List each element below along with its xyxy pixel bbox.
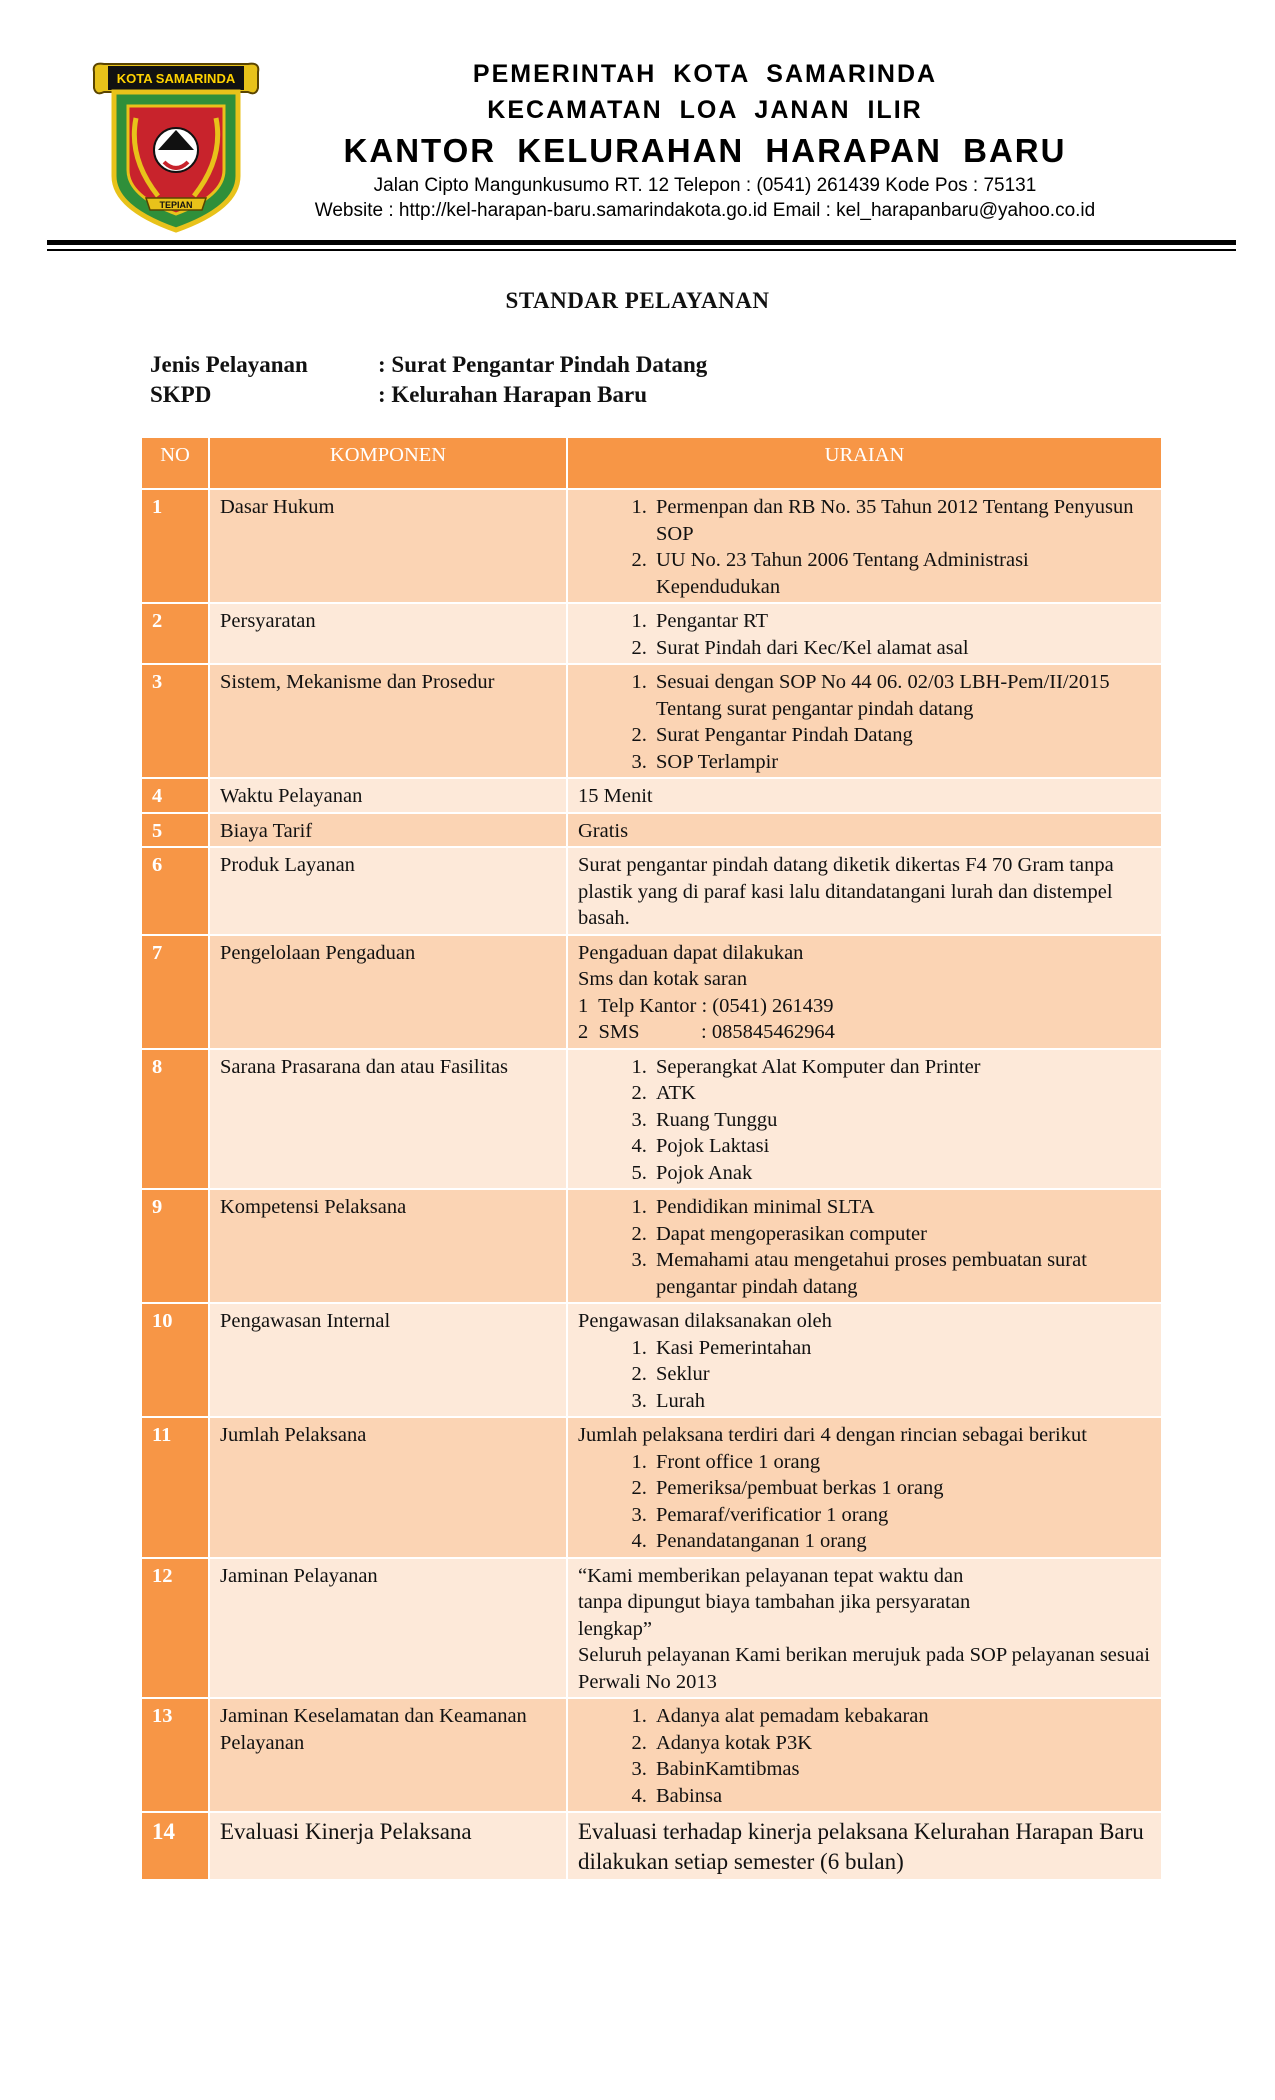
uraian-list-item: 1. Sesuai dengan SOP No 44 06. 02/03 LBH-Pem/II/2015 Tentang surat pengantar pindah datang [652, 669, 1151, 722]
uraian-list-item: 1. Front office 1 orang [652, 1449, 1151, 1476]
uraian-text: tanpa dipungut biaya tambahan jika persyaratan [578, 1591, 971, 1613]
row-number: 5 [141, 813, 209, 848]
row-uraian [567, 778, 1162, 813]
uraian-text: Pengaduan dapat dilakukan [578, 941, 804, 964]
header-uraian: URAIAN [567, 437, 1162, 489]
uraian-text: “Kami memberikan pelayanan tepat waktu dan [578, 1564, 964, 1587]
uraian-text: Jumlah pelaksana terdiri dari 4 dengan rincian sebagai berikut [578, 1424, 1087, 1446]
service-standard-table [140, 436, 1163, 1881]
uraian-list-item: 2. Dapat mengoperasikan computer [652, 1221, 1151, 1248]
letterhead-rule-thin [47, 249, 1236, 251]
uraian-text: Sms dan kotak saran [578, 968, 748, 990]
row-number: 1 [141, 489, 209, 603]
uraian-list-item: 1. Pengantar RT [652, 608, 1151, 635]
row-uraian [567, 489, 1162, 603]
uraian-list-item: 3. Ruang Tunggu [652, 1107, 1151, 1134]
row-komponen: Produk Layanan [209, 847, 567, 935]
uraian-list [578, 1194, 1151, 1300]
uraian-list [578, 669, 1151, 775]
uraian-list-item: 2. Pemeriksa/pembuat berkas 1 orang [652, 1475, 1151, 1502]
header-no: NO [141, 437, 209, 489]
row-number: 6 [141, 847, 209, 935]
row-uraian [567, 1417, 1162, 1558]
row-number: 14 [141, 1812, 209, 1880]
table-row [141, 778, 1162, 813]
emblem-text: KOTA SAMARINDA [116, 71, 236, 86]
uraian-list-item: 1. Pendidikan minimal SLTA [652, 1194, 1151, 1221]
letterhead-rule-thick [47, 240, 1236, 245]
uraian-list [578, 608, 1151, 661]
uraian-list-item: 3. BabinKamtibmas [652, 1756, 1151, 1783]
table-header-row [141, 437, 1162, 489]
row-number: 8 [141, 1049, 209, 1190]
table-row [141, 847, 1162, 935]
letterhead-office: KANTOR KELURAHAN HARAPAN BARU [343, 132, 1067, 169]
row-number: 12 [141, 1558, 209, 1699]
row-number: 2 [141, 603, 209, 664]
row-uraian [567, 1303, 1162, 1417]
table-row [141, 1303, 1162, 1417]
row-komponen: Waktu Pelayanan [209, 778, 567, 813]
uraian-list-item: 3. Memahami atau mengetahui proses pembuatan surat pengantar pindah datang [652, 1247, 1151, 1300]
row-komponen: Sistem, Mekanisme dan Prosedur [209, 664, 567, 778]
table-row [141, 1558, 1162, 1699]
skpd-value: : Kelurahan Harapan Baru [378, 382, 648, 407]
table-row [141, 1189, 1162, 1303]
service-type-row [150, 350, 707, 380]
table-row [141, 489, 1162, 603]
row-uraian [567, 1558, 1162, 1699]
uraian-list-item: 3. Pemaraf/verificatior 1 orang [652, 1502, 1151, 1529]
table-row [141, 813, 1162, 848]
table-row [141, 935, 1162, 1049]
emblem-ribbon-text: TEPIAN [159, 200, 193, 210]
uraian-text: Evaluasi terhadap kinerja pelaksana Kelurahan Harapan Baru dilakukan setiap semester (6 bulan) [578, 1819, 1150, 1874]
kota-samarinda-emblem [88, 58, 264, 234]
row-komponen: Jaminan Keselamatan dan Keamanan Pelayanan [209, 1698, 567, 1812]
row-komponen: Evaluasi Kinerja Pelaksana [209, 1812, 567, 1880]
uraian-text: 2 SMS : 085845462964 [578, 1021, 835, 1043]
uraian-text: Surat pengantar pindah datang diketik dikertas F4 70 Gram tanpa plastik yang di paraf kasi lalu ditandatangani lurah dan distempel basah. [578, 854, 1119, 929]
skpd-label: SKPD [150, 382, 212, 407]
uraian-list-item: 4. Babinsa [652, 1783, 1151, 1810]
table-row [141, 1417, 1162, 1558]
letterhead-address: Jalan Cipto Mangunkusumo RT. 12 Telepon : (0541) 261439 Kode Pos : 75131 [373, 175, 1037, 196]
row-number: 4 [141, 778, 209, 813]
row-komponen: Dasar Hukum [209, 489, 567, 603]
row-komponen: Pengawasan Internal [209, 1303, 567, 1417]
table-body [141, 489, 1162, 1880]
row-number: 9 [141, 1189, 209, 1303]
row-komponen: Jaminan Pelayanan [209, 1558, 567, 1699]
uraian-text: 1 Telp Kantor : (0541) 261439 [578, 994, 834, 1017]
row-komponen: Pengelolaan Pengaduan [209, 935, 567, 1049]
row-uraian [567, 664, 1162, 778]
uraian-list [578, 494, 1151, 600]
uraian-list-item: 2. Adanya kotak P3K [652, 1730, 1151, 1757]
service-type-value: : Surat Pengantar Pindah Datang [378, 352, 708, 377]
row-uraian [567, 1189, 1162, 1303]
uraian-text: Seluruh pelayanan Kami berikan merujuk pada SOP pelayanan sesuai Perwali No 2013 [578, 1644, 1156, 1693]
row-number: 11 [141, 1417, 209, 1558]
uraian-list-item: 4. Pojok Laktasi [652, 1133, 1151, 1160]
row-komponen: Jumlah Pelaksana [209, 1417, 567, 1558]
table-row [141, 1812, 1162, 1880]
header-komponen: KOMPONEN [209, 437, 567, 489]
uraian-list-item: 2. Seklur [652, 1361, 1151, 1388]
row-uraian [567, 1049, 1162, 1190]
uraian-list-item: 2. Surat Pengantar Pindah Datang [652, 722, 1151, 749]
uraian-text: lengkap” [578, 1617, 652, 1640]
row-komponen: Sarana Prasarana dan atau Fasilitas [209, 1049, 567, 1190]
uraian-text: 15 Menit [578, 785, 653, 807]
row-number: 13 [141, 1698, 209, 1812]
row-uraian [567, 1698, 1162, 1812]
uraian-list-item: 2. Surat Pindah dari Kec/Kel alamat asal [652, 635, 1151, 662]
service-meta [150, 350, 707, 410]
uraian-text: Gratis [578, 819, 629, 842]
row-uraian [567, 847, 1162, 935]
document-title: STANDAR PELAYANAN [505, 288, 770, 313]
letterhead-district: KECAMATAN LOA JANAN ILIR [487, 96, 923, 124]
row-number: 10 [141, 1303, 209, 1417]
row-komponen: Kompetensi Pelaksana [209, 1189, 567, 1303]
skpd-row [150, 380, 707, 410]
row-number: 7 [141, 935, 209, 1049]
uraian-list [578, 1335, 1151, 1415]
uraian-list-item: 3. SOP Terlampir [652, 749, 1151, 776]
row-komponen: Persyaratan [209, 603, 567, 664]
uraian-list [578, 1449, 1151, 1555]
table-row [141, 1049, 1162, 1190]
letterhead [240, 56, 1170, 223]
uraian-list-item: 2. ATK [652, 1080, 1151, 1107]
uraian-list-item: 3. Lurah [652, 1388, 1151, 1415]
row-uraian [567, 603, 1162, 664]
uraian-list-item: 1. Seperangkat Alat Komputer dan Printer [652, 1054, 1151, 1081]
uraian-list-item: 1. Permenpan dan RB No. 35 Tahun 2012 Tentang Penyusun SOP [652, 494, 1151, 547]
row-komponen: Biaya Tarif [209, 813, 567, 848]
uraian-list [578, 1703, 1151, 1809]
row-number: 3 [141, 664, 209, 778]
uraian-list-item: 4. Penandatanganan 1 orang [652, 1528, 1151, 1555]
letterhead-government: PEMERINTAH KOTA SAMARINDA [472, 60, 938, 88]
table-row [141, 603, 1162, 664]
uraian-list-item: 1. Adanya alat pemadam kebakaran [652, 1703, 1151, 1730]
row-uraian [567, 813, 1162, 848]
letterhead-website-email: Website : http://kel-harapan-baru.samarindakota.go.id Email : kel_harapanbaru@yahoo.co.id [314, 200, 1096, 221]
uraian-list [578, 1054, 1151, 1187]
table-row [141, 664, 1162, 778]
row-uraian [567, 935, 1162, 1049]
table-row [141, 1698, 1162, 1812]
service-type-label: Jenis Pelayanan [150, 352, 308, 377]
uraian-list-item: 5. Pojok Anak [652, 1160, 1151, 1187]
uraian-list-item: 1. Kasi Pemerintahan [652, 1335, 1151, 1362]
uraian-list-item: 2. UU No. 23 Tahun 2006 Tentang Administrasi Kependudukan [652, 547, 1151, 600]
uraian-text: Pengawasan dilaksanakan oleh [578, 1310, 832, 1332]
row-uraian [567, 1812, 1162, 1880]
